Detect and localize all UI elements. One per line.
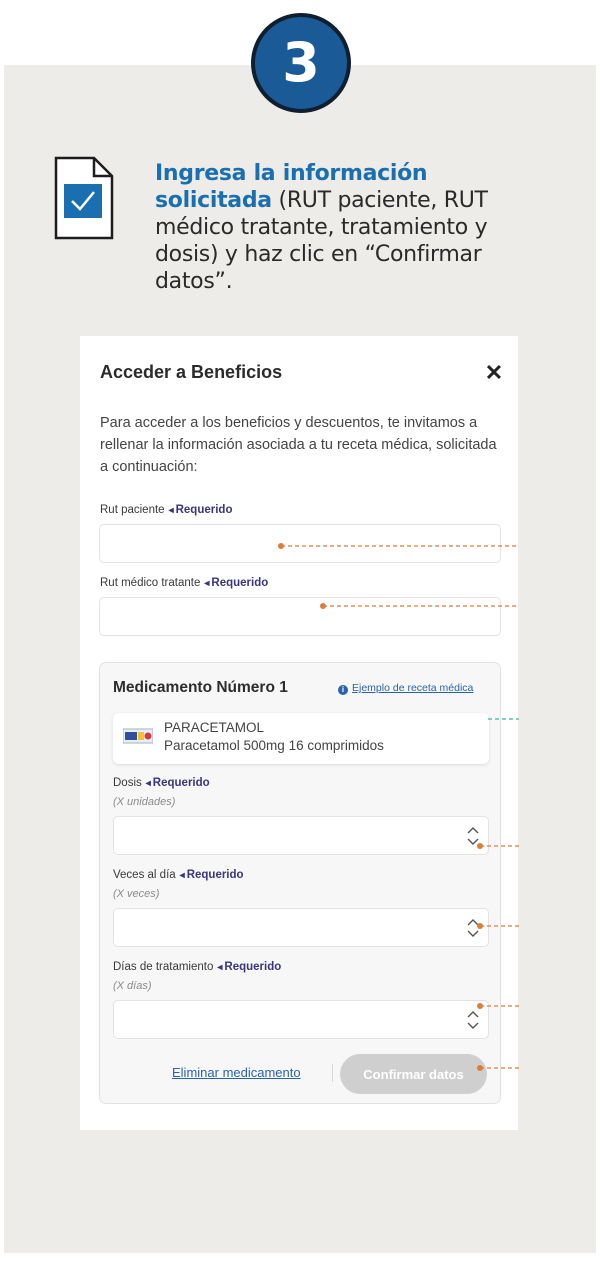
veces-label-text: Veces al día xyxy=(113,869,176,881)
veces-hint: (X veces) xyxy=(113,888,160,900)
veces-input[interactable] xyxy=(113,908,489,947)
step-number: 3 xyxy=(282,31,320,94)
divider xyxy=(332,1064,333,1082)
benefits-modal xyxy=(80,336,518,1130)
dias-hint: (X días) xyxy=(113,980,152,992)
dias-label xyxy=(113,961,281,973)
step-badge xyxy=(251,13,351,113)
modal-intro: Para acceder a los beneficios y descuentos, te invitamos a rellenar la información asociada a tu receta médica, solicitada a continuación: xyxy=(100,415,497,475)
stepper-icon[interactable] xyxy=(466,916,480,940)
confirm-button[interactable]: Confirmar datos xyxy=(340,1054,487,1094)
instruction-highlight: Ingresa la información solicitada xyxy=(155,161,428,213)
rut-paciente-label-text: Rut paciente xyxy=(100,504,165,516)
required-tag: ◂ Requerido xyxy=(180,869,244,881)
instruction-text xyxy=(155,160,525,295)
info-icon: i xyxy=(338,685,348,695)
dosis-input[interactable] xyxy=(113,816,489,855)
checklist-document-icon xyxy=(54,156,114,240)
medicine-box-icon xyxy=(123,727,153,745)
rut-paciente-input[interactable] xyxy=(99,524,501,563)
required-tag: ◂ Requerido xyxy=(146,777,210,789)
dias-input[interactable] xyxy=(113,1000,489,1039)
example-prescription-link[interactable] xyxy=(338,682,473,695)
example-link-text: Ejemplo de receta médica xyxy=(352,682,474,694)
veces-label xyxy=(113,869,244,881)
medication-section xyxy=(99,662,501,1104)
dosis-hint: (X unidades) xyxy=(113,796,176,808)
stepper-icon[interactable] xyxy=(466,1008,480,1032)
delete-medication-link[interactable]: Eliminar medicamento xyxy=(172,1065,301,1080)
dosis-label-text: Dosis xyxy=(113,777,142,789)
drug-description: Paracetamol 500mg 16 comprimidos xyxy=(164,738,384,753)
drug-name: PARACETAMOL xyxy=(164,720,265,735)
medication-title: Medicamento Número 1 xyxy=(113,679,288,696)
rut-paciente-label xyxy=(100,504,232,516)
required-tag: ◂ Requerido xyxy=(217,961,281,973)
rut-medico-label xyxy=(100,577,268,589)
stepper-icon[interactable] xyxy=(466,824,480,848)
drug-card xyxy=(113,713,489,764)
required-tag: ◂ Requerido xyxy=(204,577,268,589)
instruction-rest: (RUT paciente, RUT médico tratante, tratamiento y dosis) y haz clic en “Confirmar datos”. xyxy=(155,188,488,294)
dosis-label xyxy=(113,777,210,789)
close-icon[interactable]: ✕ xyxy=(484,360,504,385)
rut-medico-label-text: Rut médico tratante xyxy=(100,577,201,589)
rut-medico-input[interactable] xyxy=(99,597,501,636)
required-tag: ◂ Requerido xyxy=(169,504,233,516)
dias-label-text: Días de tratamiento xyxy=(113,961,214,973)
modal-title: Acceder a Beneficios xyxy=(100,362,283,382)
